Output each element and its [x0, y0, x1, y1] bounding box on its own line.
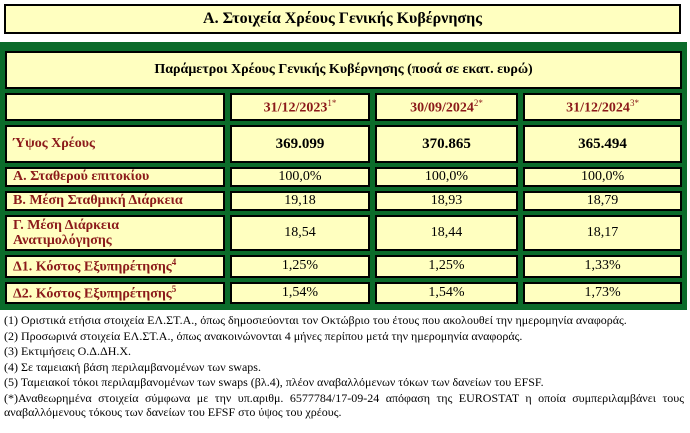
- table-caption: Παράμετροι Χρέους Γενικής Κυβέρνησης (ποσά σε εκατ. ευρώ): [5, 51, 682, 89]
- table-row: [5, 282, 682, 305]
- table-cell: 18,44: [375, 215, 518, 251]
- row-footnote-mark: 4: [171, 257, 177, 267]
- table-row: [5, 167, 682, 187]
- table-cell: 1,73%: [523, 282, 682, 305]
- column-header: [230, 93, 370, 121]
- debt-parameters-panel: [0, 42, 687, 310]
- table-cell: 100,0%: [523, 167, 682, 187]
- table-cell: 18,54: [230, 215, 370, 251]
- row-label: Α. Σταθερού επιτοκίου: [5, 167, 225, 187]
- row-label: Ύψος Χρέους: [5, 125, 225, 163]
- table-cell: 100,0%: [375, 167, 518, 187]
- footnote: (4) Σε ταμειακή βάση περιλαμβανομένων των swaps.: [4, 359, 261, 374]
- row-label: Δ1. Κόστος Εξυπηρέτησης$^4$: [5, 255, 225, 278]
- table-row: [5, 215, 682, 251]
- section-title-text: A. Στοιχεία Χρέους Γενικής Κυβέρνησης: [203, 10, 482, 27]
- column-date: 31/12/2023: [263, 100, 328, 116]
- footnote: (5) Ταμειακοί τόκοι περιλαμβανομένων των swaps (βλ.4), πλέον αναβαλλόμενων τόκων των δανείων του EFSF.: [4, 375, 544, 390]
- table-cell: 370.865: [375, 125, 518, 163]
- footnote: (3) Εκτιμήσεις Ο.Δ.ΔΗ.Χ.: [4, 344, 132, 359]
- table-cell: 100,0%: [230, 167, 370, 187]
- table-cell: 369.099: [230, 125, 370, 163]
- table-cell: 19,18: [230, 191, 370, 211]
- table-header-row: [5, 93, 682, 121]
- table-row: [5, 125, 682, 163]
- column-header: [523, 93, 682, 121]
- footnotes: [4, 314, 684, 421]
- table-row: [5, 191, 682, 211]
- table-caption-row: [5, 51, 682, 89]
- table-cell: 1,25%: [375, 255, 518, 278]
- row-label: Β. Μέση Σταθμική Διάρκεια: [5, 191, 225, 211]
- table-cell: 18,79: [523, 191, 682, 211]
- table-cell: 18,93: [375, 191, 518, 211]
- column-header: [375, 93, 518, 121]
- section-title: [4, 4, 681, 34]
- table-cell: 1,25%: [230, 255, 370, 278]
- row-footnote-mark: 5: [171, 283, 177, 294]
- header-empty-cell: [5, 93, 225, 121]
- row-label: Δ2. Κόστος Εξυπηρέτησης$^5$: [5, 282, 225, 305]
- table-cell: 18,17: [523, 215, 682, 251]
- footnote: (2) Προσωρινά στοιχεία ΕΛ.ΣΤ.Α., όπως ανακοινώνονται 4 μήνες περίπου μετά την ημερομηνία αναφοράς.: [4, 328, 523, 343]
- column-footnote-mark: 2*: [473, 97, 483, 108]
- column-date: 31/12/2024: [566, 100, 630, 116]
- table-cell: 1,54%: [375, 282, 518, 305]
- footnote: (1) Οριστικά ετήσια στοιχεία ΕΛ.ΣΤ.Α., όπως δημοσιεύονται τον Οκτώβριο του έτους που ακολουθεί την ημερομηνία αναφοράς.: [4, 313, 627, 327]
- table-cell: 365.494: [523, 125, 682, 163]
- table-cell: 1,33%: [523, 255, 682, 278]
- debt-parameters-table: [5, 47, 682, 308]
- column-footnote-mark: 3*: [629, 97, 639, 108]
- row-label: Γ. Μέση Διάρκεια Ανατιμολόγησης: [5, 215, 225, 251]
- column-date: 30/09/2024: [410, 100, 474, 116]
- table-cell: 1,54%: [230, 282, 370, 305]
- column-footnote-mark: 1*: [327, 97, 337, 108]
- table-row: [5, 255, 682, 278]
- footnote: (*)Αναθεωρημένα στοιχεία σύμφωνα με την υπ.αριθμ. 6577784/17-09-24 απόφαση της EUROSTAT η οποία συμπεριλαμβάνει τους αναβαλλόμενους τόκους των δανείων του EFSF στο ύψος του χρέους.: [4, 390, 684, 419]
